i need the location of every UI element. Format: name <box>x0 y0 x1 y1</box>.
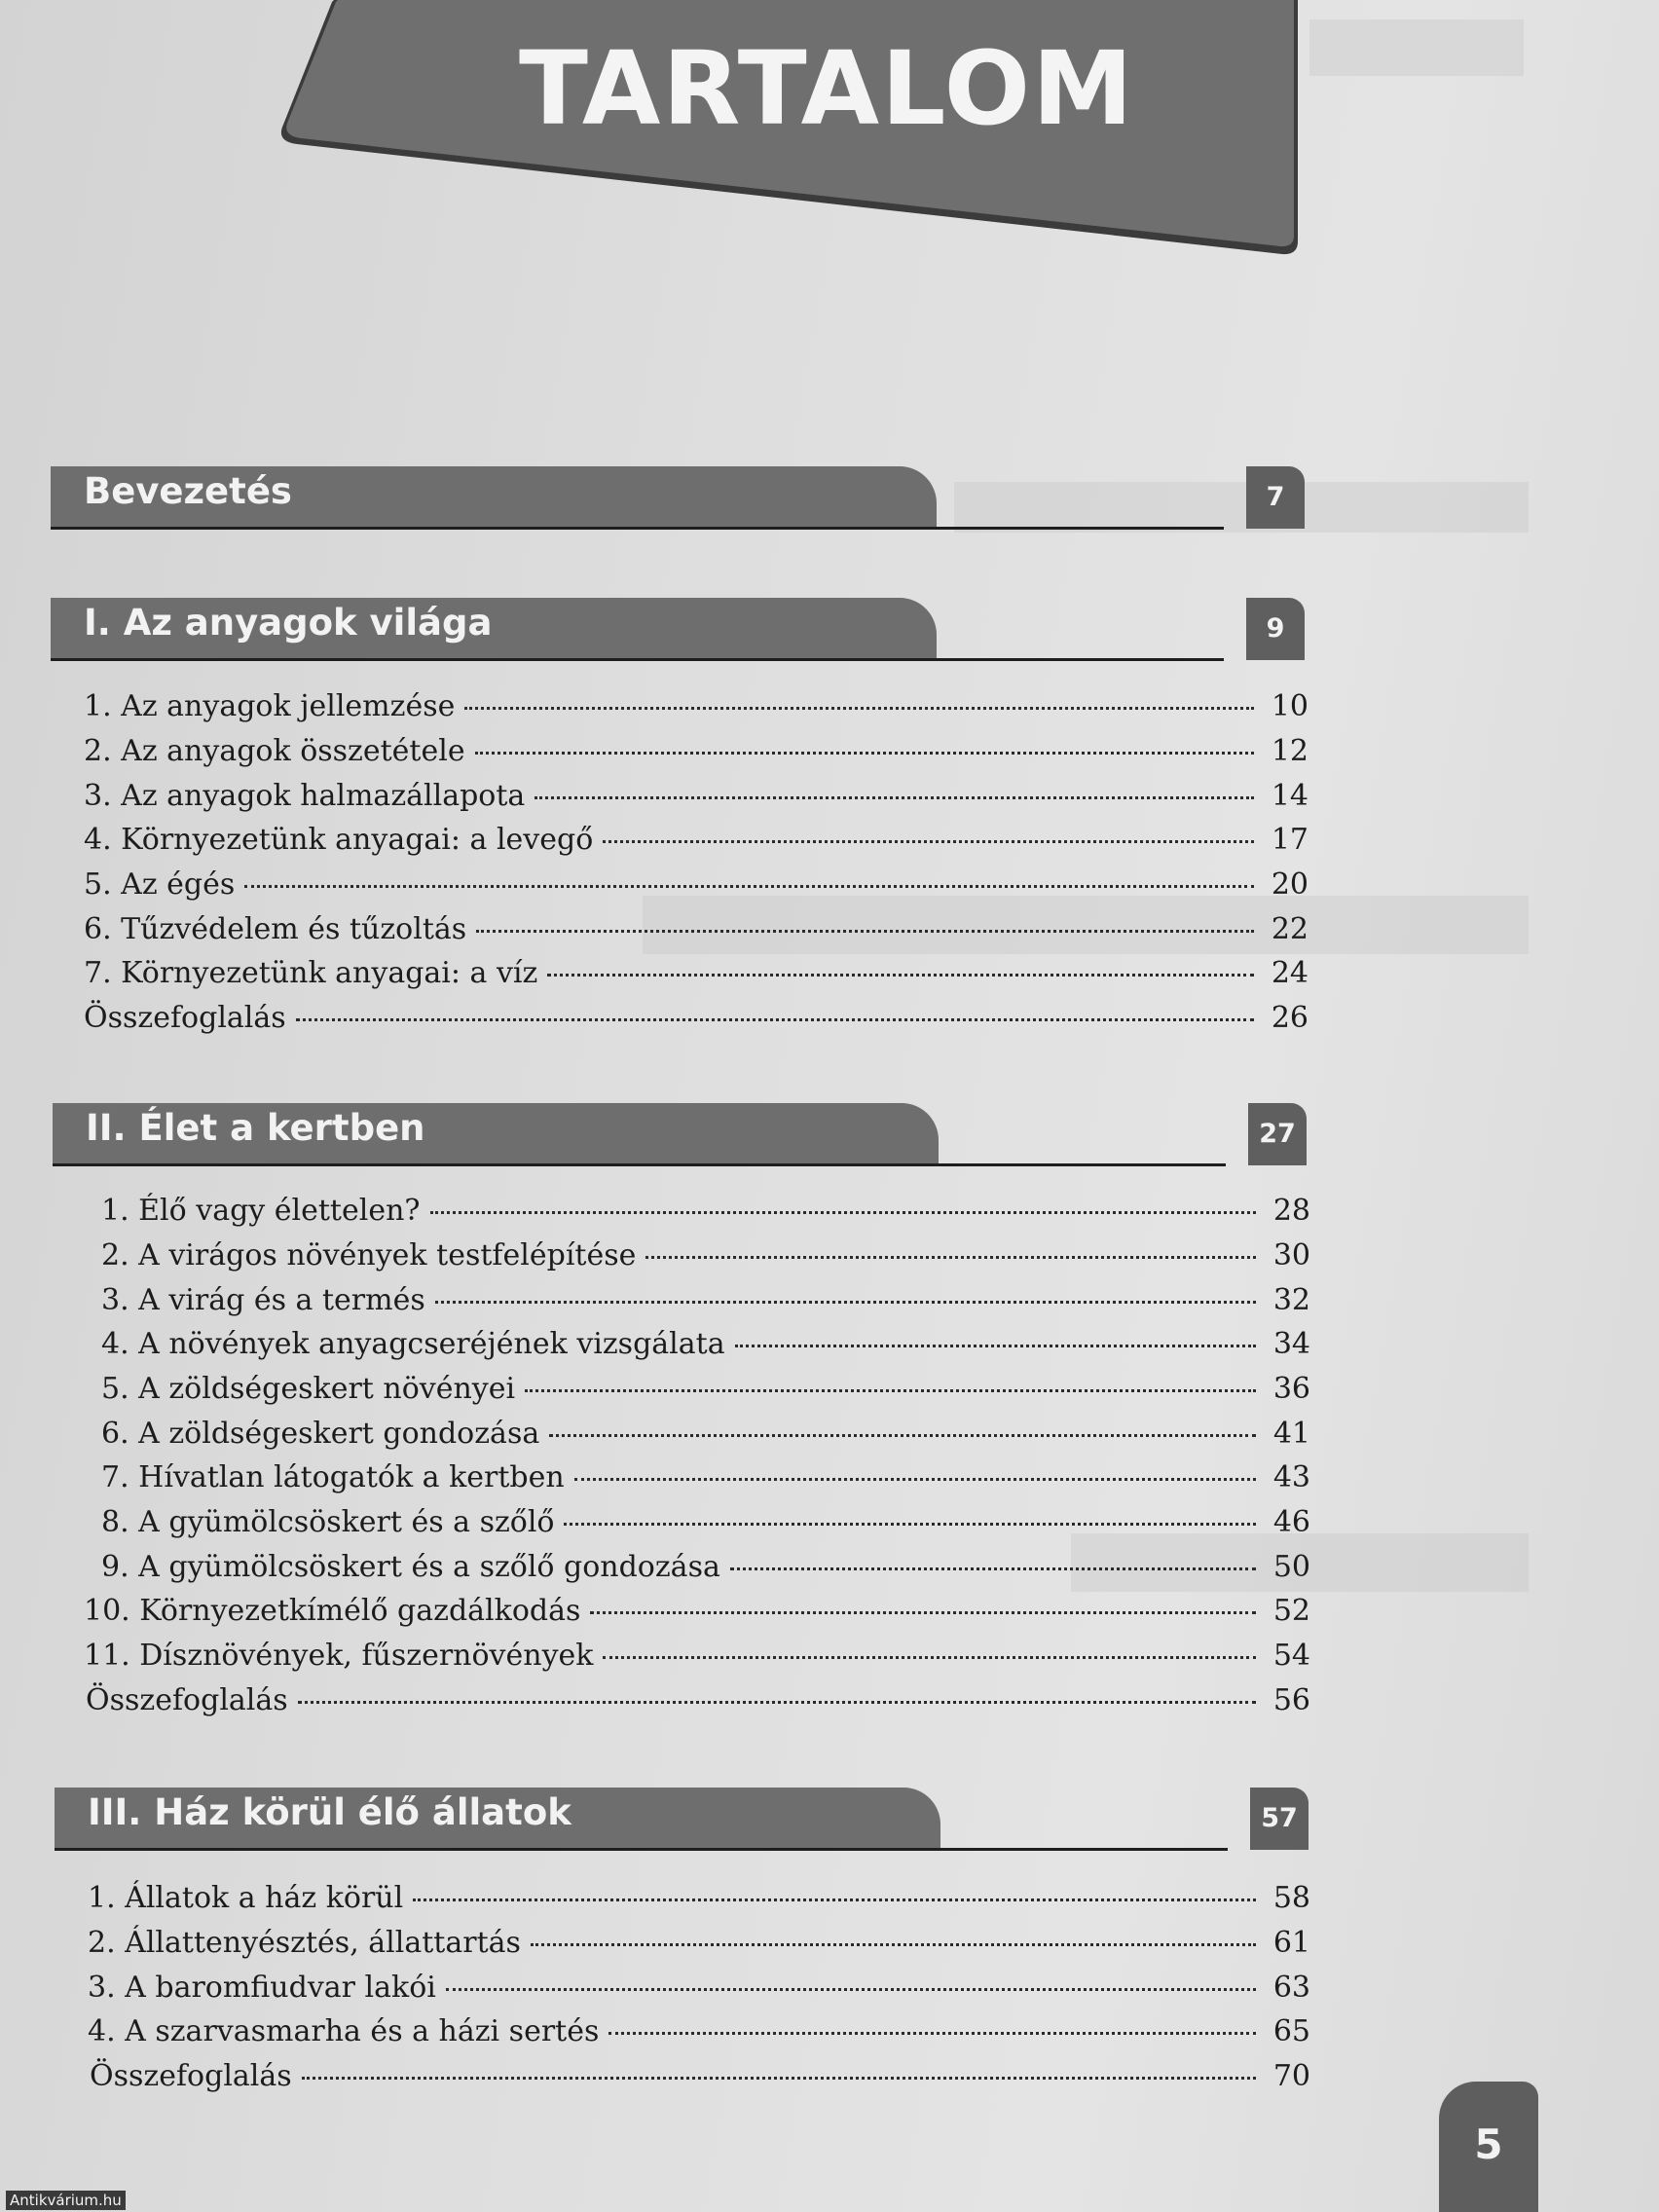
toc-entry[interactable] <box>88 1881 1310 1924</box>
section-underline <box>55 1848 1228 1851</box>
toc-entry-page: 43 <box>1272 1460 1310 1494</box>
toc-entry-label: 8. A gyümölcsöskert és a szőlő <box>101 1505 555 1539</box>
toc-entry[interactable] <box>88 1971 1310 2013</box>
dot-leader <box>435 1301 1256 1304</box>
toc-entry-label: 7. Hívatlan látogatók a kertben <box>101 1460 565 1494</box>
toc-entry-label: 4. A szarvasmarha és a házi sertés <box>88 2014 600 2048</box>
toc-entry[interactable] <box>84 867 1309 910</box>
toc-entry-page: 61 <box>1272 1926 1310 1960</box>
dot-leader <box>730 1567 1256 1570</box>
toc-entry-summary[interactable] <box>86 1683 1310 1726</box>
toc-entry[interactable] <box>101 1327 1310 1370</box>
show-through-bar <box>954 482 1529 533</box>
toc-entry[interactable] <box>84 689 1309 732</box>
toc-entry[interactable] <box>84 734 1309 777</box>
toc-entry[interactable] <box>84 779 1309 822</box>
show-through-bar <box>1309 19 1524 76</box>
dot-leader <box>430 1211 1257 1214</box>
dot-leader <box>735 1345 1256 1347</box>
dot-leader <box>244 885 1254 888</box>
toc-entry-label: 2. A virágos növények testfelépítése <box>101 1238 637 1272</box>
toc-entry-page: 36 <box>1272 1372 1310 1406</box>
section-title: Bevezetés <box>84 470 292 512</box>
section-title: II. Élet a kertben <box>86 1107 425 1149</box>
toc-entry-page: 14 <box>1271 779 1309 813</box>
dot-leader <box>574 1478 1256 1481</box>
toc-entry-page: 41 <box>1272 1417 1310 1451</box>
toc-entry[interactable] <box>101 1194 1310 1236</box>
toc-entry[interactable] <box>101 1283 1310 1326</box>
dot-leader <box>608 2032 1256 2035</box>
dot-leader <box>645 1256 1256 1259</box>
toc-entry[interactable] <box>84 956 1309 999</box>
dot-leader <box>535 796 1254 799</box>
toc-entry-summary[interactable] <box>90 2059 1310 2102</box>
toc-entry-label: 2. Állattenyésztés, állattartás <box>88 1926 521 1960</box>
toc-entry[interactable] <box>84 823 1309 866</box>
toc-entry-page: 65 <box>1272 2014 1310 2048</box>
toc-entry[interactable] <box>101 1417 1310 1459</box>
section-page-number: 9 <box>1246 598 1305 660</box>
toc-entry-page: 58 <box>1272 1881 1310 1915</box>
toc-entry-label: 3. A baromfiudvar lakói <box>88 1971 436 2005</box>
dot-leader <box>531 1943 1256 1946</box>
toc-entry[interactable] <box>88 2014 1310 2057</box>
toc-entry-label: 7. Környezetünk anyagai: a víz <box>84 956 538 990</box>
watermark: Antikvárium.hu <box>6 2191 126 2210</box>
toc-entry-label: 10. Környezetkímélő gazdálkodás <box>84 1594 581 1628</box>
toc-entry[interactable] <box>101 1505 1310 1548</box>
toc-entry[interactable] <box>84 1639 1310 1681</box>
toc-entry-label: 4. A növények anyagcseréjének vizsgálata <box>101 1327 725 1361</box>
toc-entry-page: 63 <box>1272 1971 1310 2005</box>
toc-entry-page: 70 <box>1272 2059 1310 2093</box>
toc-entry-page: 30 <box>1272 1238 1310 1272</box>
toc-entry-label: 1. Állatok a ház körül <box>88 1881 404 1915</box>
toc-entry-page: 50 <box>1272 1550 1310 1584</box>
dot-leader <box>296 1018 1254 1021</box>
dot-leader <box>446 1988 1256 1991</box>
toc-entry-label: Összefoglalás <box>90 2059 292 2093</box>
toc-entry-summary[interactable] <box>84 1001 1309 1044</box>
dot-leader <box>302 2077 1256 2080</box>
toc-entry-page: 34 <box>1272 1327 1310 1361</box>
toc-entry-page: 17 <box>1271 823 1309 857</box>
toc-entry-page: 46 <box>1272 1505 1310 1539</box>
toc-entry-page: 10 <box>1271 689 1309 723</box>
section-title: I. Az anyagok világa <box>84 602 493 644</box>
dot-leader <box>564 1523 1256 1526</box>
toc-entry-label: 11. Dísznövények, fűszernövények <box>84 1639 594 1673</box>
dot-leader <box>413 1899 1256 1901</box>
toc-entry-page: 56 <box>1272 1683 1310 1717</box>
dot-leader <box>475 752 1254 755</box>
section-title: III. Ház körül élő állatok <box>88 1791 571 1833</box>
section-page-number: 57 <box>1250 1788 1309 1850</box>
toc-entry-page: 12 <box>1271 734 1309 768</box>
toc-entry[interactable] <box>101 1372 1310 1415</box>
toc-entry[interactable] <box>84 912 1309 955</box>
page-number-tab: 5 <box>1439 2082 1538 2212</box>
toc-entry[interactable] <box>84 1594 1310 1637</box>
toc-entry-page: 22 <box>1271 912 1309 946</box>
toc-entry-label: 6. A zöldségeskert gondozása <box>101 1417 540 1451</box>
dot-leader <box>525 1389 1256 1392</box>
dot-leader <box>298 1701 1256 1704</box>
toc-entry-label: Összefoglalás <box>86 1683 288 1717</box>
toc-entry-page: 24 <box>1271 956 1309 990</box>
section-underline <box>53 1163 1226 1166</box>
toc-entry-page: 28 <box>1272 1194 1310 1228</box>
toc-entry-label: 9. A gyümölcsöskert és a szőlő gondozása <box>101 1550 720 1584</box>
dot-leader <box>476 930 1254 933</box>
toc-entry-label: 2. Az anyagok összetétele <box>84 734 465 768</box>
toc-entry[interactable] <box>101 1238 1310 1281</box>
toc-entry-page: 20 <box>1271 867 1309 902</box>
toc-entry-label: 3. A virág és a termés <box>101 1283 425 1317</box>
toc-entry[interactable] <box>101 1460 1310 1503</box>
dot-leader <box>603 840 1254 843</box>
toc-entry-page: 32 <box>1272 1283 1310 1317</box>
dot-leader <box>603 1656 1256 1659</box>
toc-entry-label: 3. Az anyagok halmazállapota <box>84 779 526 813</box>
title-banner <box>276 0 1300 255</box>
toc-entry-label: Összefoglalás <box>84 1001 286 1035</box>
toc-entry-label: 5. A zöldségeskert növényei <box>101 1372 516 1406</box>
toc-entry[interactable] <box>101 1550 1310 1593</box>
toc-entry-label: 6. Tűzvédelem és tűzoltás <box>84 912 467 946</box>
dot-leader <box>547 974 1254 977</box>
dot-leader <box>464 707 1254 710</box>
section-page-number: 7 <box>1246 466 1305 529</box>
toc-entry[interactable] <box>88 1926 1310 1969</box>
dot-leader <box>549 1434 1256 1437</box>
section-underline <box>51 658 1224 661</box>
toc-entry-label: 5. Az égés <box>84 867 236 902</box>
dot-leader <box>590 1611 1256 1614</box>
toc-entry-page: 26 <box>1271 1001 1309 1035</box>
toc-entry-label: 1. Az anyagok jellemzése <box>84 689 456 723</box>
toc-entry-label: 4. Környezetünk anyagai: a levegő <box>84 823 594 857</box>
section-page-number: 27 <box>1248 1103 1307 1165</box>
toc-entry-label: 1. Élő vagy élettelen? <box>101 1194 421 1228</box>
page-title: TARTALOM <box>519 29 1135 148</box>
toc-entry-page: 54 <box>1272 1639 1310 1673</box>
toc-entry-page: 52 <box>1272 1594 1310 1628</box>
section-underline <box>51 527 1224 530</box>
